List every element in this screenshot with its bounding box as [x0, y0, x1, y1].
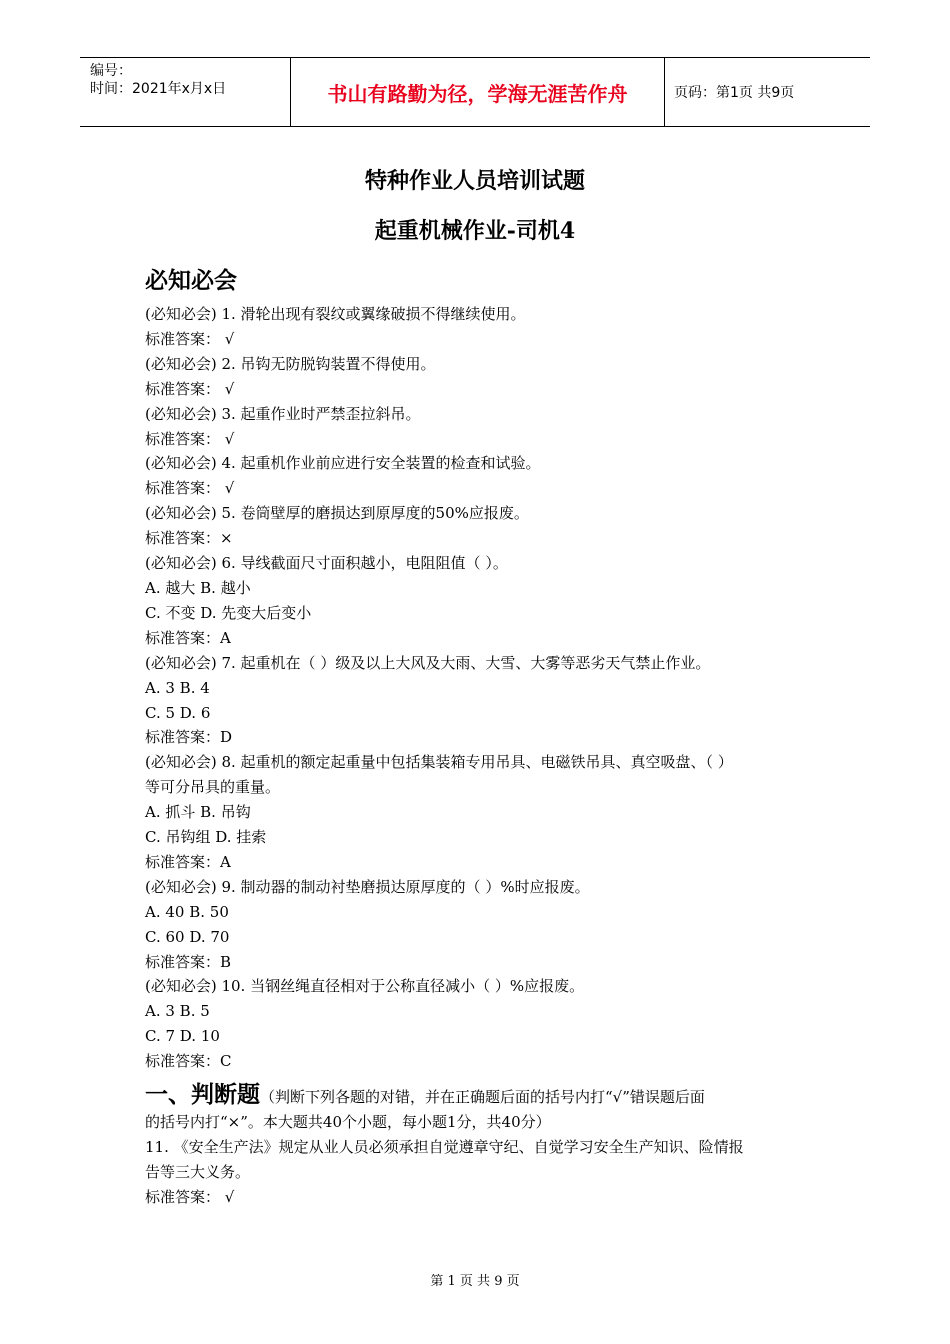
question-line: C. 5 D. 6	[145, 703, 211, 722]
question-line: 标准答案： √	[145, 479, 235, 498]
question-line: (必知必会) 10. 当钢丝绳直径相对于公称直径减小（ ）%应报废。	[145, 977, 585, 996]
question-line: 标准答案：B	[145, 952, 232, 971]
number-label: 编号：	[90, 63, 132, 79]
question-line: C. 吊钩组 D. 挂索	[145, 828, 267, 847]
document-title: 特种作业人员培训试题	[364, 168, 585, 194]
question-line: 标准答案：D	[145, 728, 233, 747]
header-page-info: 页码：第1页 共9页	[674, 85, 795, 101]
question-line: 标准答案：×	[145, 529, 233, 548]
question-line: 标准答案： √	[145, 429, 235, 448]
page-header	[80, 57, 870, 127]
header-meta	[80, 58, 291, 126]
judgement-heading: 一、判断题	[145, 1081, 260, 1108]
question-line: (必知必会) 8. 起重机的额定起重量中包括集装箱专用吊具、电磁铁吊具、真空吸盘、（ ）	[145, 753, 733, 772]
question-line: A. 3 B. 5	[145, 1002, 210, 1021]
question-line: A. 越大 B. 越小	[145, 578, 251, 597]
question-line: (必知必会) 3. 起重作业时严禁歪拉斜吊。	[145, 404, 421, 423]
question-line: (必知必会) 6. 导线截面尺寸面积越小，电阻阻值（ ）。	[145, 554, 508, 573]
question-line: 标准答案：C	[145, 1052, 232, 1071]
question-11-line-2: 告等三大义务。	[145, 1162, 251, 1181]
question-line: (必知必会) 5. 卷筒壁厚的磨损达到原厚度的50%应报废。	[145, 504, 529, 523]
question-line: (必知必会) 9. 制动器的制动衬垫磨损达原厚度的（ ）%时应报废。	[145, 877, 590, 896]
question-line: (必知必会) 2. 吊钩无防脱钩装置不得使用。	[145, 354, 436, 373]
judgement-section	[145, 1083, 815, 1210]
page-footer: 第 1 页 共 9 页	[430, 1274, 520, 1289]
question-11-answer: 标准答案： √	[145, 1187, 235, 1206]
question-line: A. 抓斗 B. 吊钩	[145, 803, 251, 822]
question-line: 等可分吊具的重量。	[145, 778, 281, 797]
instructions-line-2: 的括号内打“×”。本大题共40个小题，每小题1分，共40分）	[145, 1112, 551, 1131]
question-11-line-1: 11. 《安全生产法》规定从业人员必须承担自觉遵章守纪、自觉学习安全生产知识、险情报	[145, 1137, 744, 1156]
must-know-question-list	[145, 302, 815, 1074]
question-line: C. 不变 D. 先变大后变小	[145, 603, 312, 622]
document-subtitle: 起重机械作业-司机4	[374, 218, 576, 244]
judgement-instructions	[145, 1083, 815, 1110]
question-line: 标准答案： √	[145, 379, 235, 398]
question-line: (必知必会) 1. 滑轮出现有裂纹或翼缘破损不得继续使用。	[145, 305, 526, 323]
question-line: 标准答案： √	[145, 329, 235, 348]
instructions-line-1: （判断下列各题的对错，并在正确题后面的括号内打“√”错误题后面	[260, 1088, 705, 1106]
question-line: (必知必会) 7. 起重机在（ ）级及以上大风及大雨、大雪、大雾等恶劣天气禁止作业。	[145, 653, 711, 672]
question-line: C. 60 D. 70	[145, 927, 230, 946]
question-line: C. 7 D. 10	[145, 1027, 220, 1046]
question-line: 标准答案：A	[145, 628, 231, 647]
question-line: 标准答案：A	[145, 852, 231, 871]
question-line: A. 3 B. 4	[145, 678, 210, 697]
question-line: (必知必会) 4. 起重机作业前应进行安全装置的检查和试验。	[145, 454, 541, 473]
question-line: A. 40 B. 50	[145, 902, 229, 921]
header-motto: 书山有路勤为径，学海无涯苦作舟	[291, 58, 665, 126]
time-label: 时间：2021年x月x日	[90, 81, 227, 97]
section-heading-must-know: 必知必会	[145, 267, 237, 294]
